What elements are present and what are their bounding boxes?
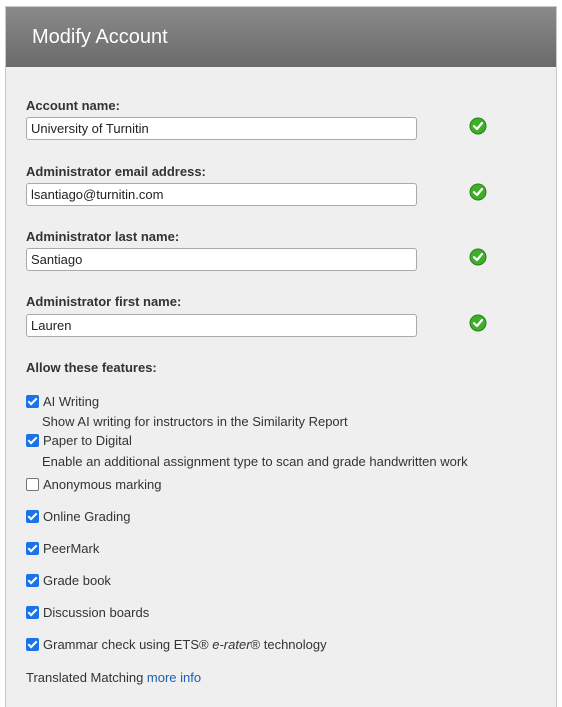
- feature-anonymous-marking[interactable]: [26, 477, 162, 492]
- grammar-label-erater: e-rater: [212, 637, 251, 652]
- feature-grade-book[interactable]: [26, 573, 111, 588]
- more-info-link[interactable]: more info: [146, 670, 202, 685]
- admin-last-name-label: Administrator last name:: [26, 229, 180, 244]
- admin-last-name-input[interactable]: [26, 248, 417, 271]
- feature-label: Discussion boards: [43, 605, 150, 620]
- grade-book-checkbox[interactable]: [26, 574, 39, 587]
- page-title: Modify Account: [6, 7, 556, 67]
- modify-account-panel: [5, 6, 557, 707]
- grammar-label-suffix: ® technology: [250, 637, 327, 652]
- ai-writing-description: Show AI writing for instructors in the Similarity Report: [42, 414, 348, 429]
- paper-to-digital-checkbox[interactable]: [26, 434, 39, 447]
- feature-peermark[interactable]: [26, 541, 99, 556]
- feature-label: Online Grading: [43, 509, 131, 524]
- anonymous-marking-checkbox[interactable]: [26, 478, 39, 491]
- check-circle-icon: [469, 183, 487, 201]
- check-circle-icon: [469, 314, 487, 332]
- translated-matching: [26, 670, 201, 685]
- feature-online-grading[interactable]: [26, 509, 130, 524]
- feature-label: [43, 637, 327, 652]
- check-circle-icon: [469, 117, 487, 135]
- feature-label: PeerMark: [43, 541, 100, 556]
- feature-label: Paper to Digital: [43, 433, 132, 448]
- feature-grammar-check[interactable]: [26, 637, 327, 652]
- peermark-checkbox[interactable]: [26, 542, 39, 555]
- feature-label: Anonymous marking: [43, 477, 162, 492]
- grammar-check-checkbox[interactable]: [26, 638, 39, 651]
- admin-email-label: Administrator email address:: [26, 164, 206, 179]
- features-title: Allow these features:: [26, 360, 157, 375]
- feature-label: Grade book: [43, 573, 111, 588]
- discussion-boards-checkbox[interactable]: [26, 606, 39, 619]
- admin-first-name-label: Administrator first name:: [26, 294, 182, 309]
- check-circle-icon: [469, 248, 487, 266]
- admin-first-name-input[interactable]: [26, 314, 417, 337]
- feature-discussion-boards[interactable]: [26, 605, 149, 620]
- account-name-input[interactable]: [26, 117, 417, 140]
- grammar-label-prefix: Grammar check using ETS®: [43, 637, 213, 652]
- feature-ai-writing[interactable]: [26, 394, 99, 409]
- admin-email-input[interactable]: [26, 183, 417, 206]
- online-grading-checkbox[interactable]: [26, 510, 39, 523]
- account-name-label: Account name:: [26, 98, 120, 113]
- feature-label: AI Writing: [43, 394, 100, 409]
- feature-paper-to-digital[interactable]: [26, 433, 132, 448]
- translated-matching-label: Translated Matching: [26, 670, 147, 685]
- ai-writing-checkbox[interactable]: [26, 395, 39, 408]
- paper-to-digital-description: Enable an additional assignment type to scan and grade handwritten work: [42, 454, 468, 469]
